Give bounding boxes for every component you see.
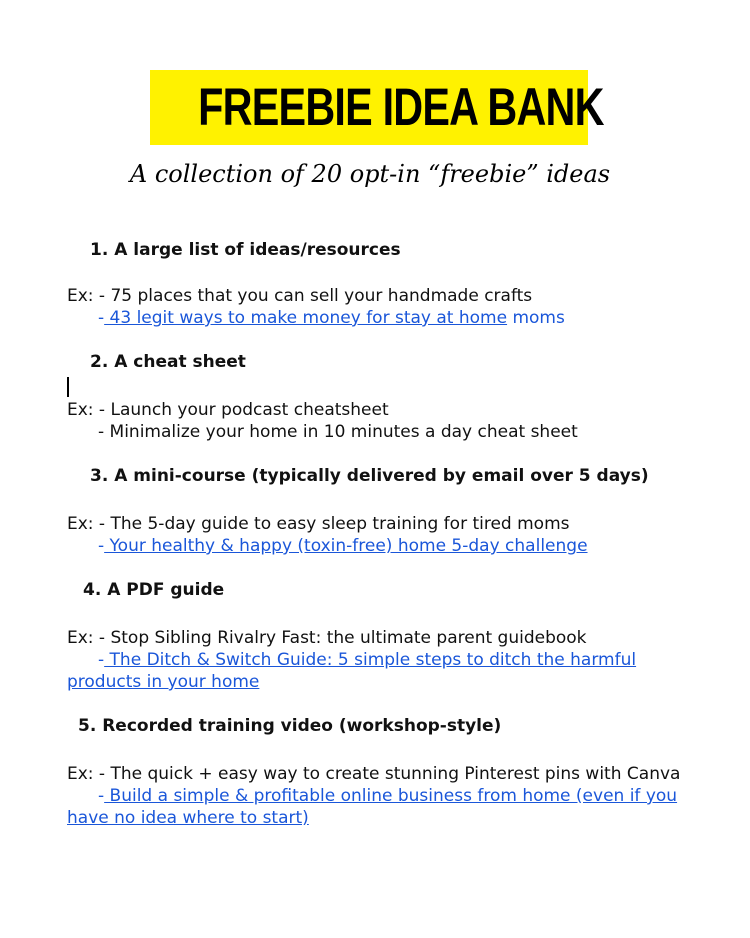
title-highlight	[150, 70, 604, 145]
example-dash: -	[98, 536, 105, 556]
section-5-example-2-link[interactable]: Build a simple & profitable online business from home (even if you	[104, 786, 678, 806]
section-4-example-2	[98, 650, 636, 670]
section-2-heading: 2. A cheat sheet	[90, 352, 246, 372]
section-1-example-2	[98, 308, 565, 328]
section-3-example-2-link[interactable]: Your healthy & happy (toxin-free) home 5-day challenge	[104, 536, 588, 556]
section-5-example-2	[98, 786, 677, 806]
section-4-example-2-link[interactable]: The Ditch & Switch Guide: 5 simple steps to ditch the harmful	[104, 650, 637, 670]
section-3-heading: 3. A mini-course (typically delivered by email over 5 days)	[90, 466, 649, 486]
section-3-example-2	[98, 536, 588, 556]
section-1-heading: 1. A large list of ideas/resources	[90, 240, 401, 260]
example-dash: -	[98, 786, 105, 806]
section-5-example-1: Ex: - The quick + easy way to create stunning Pinterest pins with Canva	[67, 764, 681, 784]
section-2-example-1: Ex: - Launch your podcast cheatsheet	[67, 400, 389, 420]
section-3-example-1: Ex: - The 5-day guide to easy sleep training for tired moms	[67, 514, 570, 534]
section-1-example-2-tail: moms	[507, 308, 565, 328]
section-2-example-2: - Minimalize your home in 10 minutes a day cheat sheet	[98, 422, 578, 442]
section-1-example-2-link[interactable]: 43 legit ways to make money for stay at home	[104, 308, 508, 328]
example-dash: -	[98, 650, 105, 670]
section-4-heading: 4. A PDF guide	[83, 580, 225, 600]
section-4-example-1: Ex: - Stop Sibling Rivalry Fast: the ultimate parent guidebook	[67, 628, 587, 648]
page-subtitle: A collection of 20 opt-in “freebie” ideas	[129, 160, 611, 188]
section-5-heading: 5. Recorded training video (workshop-style)	[78, 716, 502, 736]
example-dash: -	[98, 308, 105, 328]
section-5-example-2-continued	[67, 808, 309, 828]
section-4-example-2-continued	[67, 672, 259, 692]
section-5-example-2-link-continued[interactable]: have no idea where to start)	[67, 808, 309, 828]
page-title: FREEBIE IDEA BANK	[198, 78, 604, 137]
section-1-example-1: Ex: - 75 places that you can sell your handmade crafts	[67, 286, 533, 306]
section-4-example-2-link-continued[interactable]: products in your home	[67, 672, 260, 692]
text-cursor	[67, 377, 69, 397]
